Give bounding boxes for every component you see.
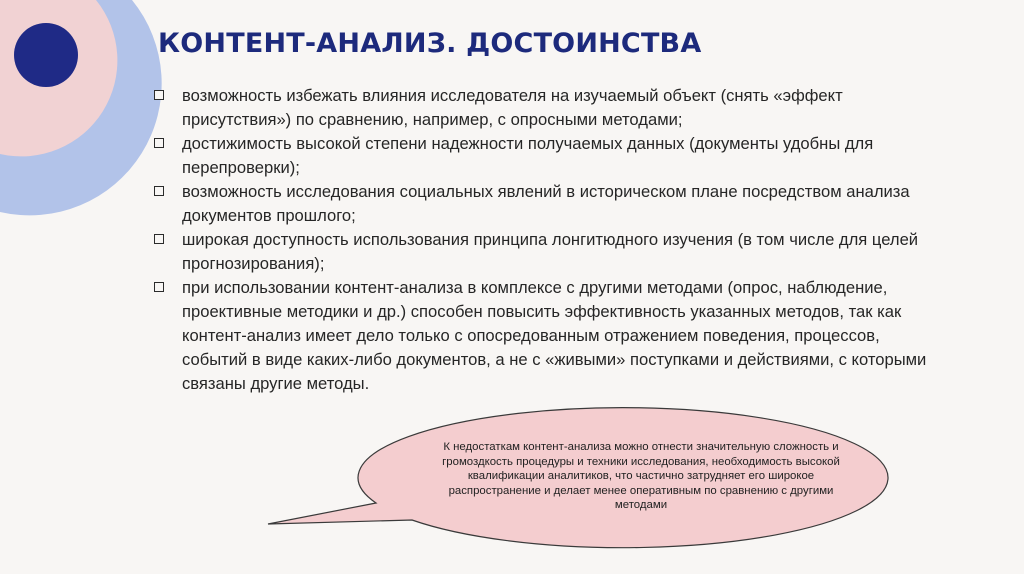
drawbacks-note: К недостаткам контент-анализа можно отнести значительную сложность и громоздкость процедуры и техники исследования, необходимость высокой квалификации аналитиков, что частично затрудняет его широкое распространение и делает менее оперативным по сравнению с другими методами: [442, 441, 840, 512]
list-item-text: возможность избежать влияния исследователя на изучаемый объект (снять «эффект присутствия») по сравнению, например, с опросными методами;: [182, 86, 843, 129]
list-item-text: достижимость высокой степени надежности получаемых данных (документы удобны для перепроверки);: [182, 134, 874, 177]
list-item-text: возможность исследования социальных явлений в историческом плане посредством анализа документов прошлого;: [182, 182, 910, 225]
page-title: КОНТЕНТ-АНАЛИЗ. ДОСТОИНСТВА: [158, 28, 702, 59]
list-item-text: при использовании контент-анализа в комплексе с другими методами (опрос, наблюдение, проективные методики и др.) способен повысить эффективность указанных методов, так как контент-анализ имеет дело только с опосредованным отражением поведения, процессов, событий в виде каких-либо документов, а не с «живыми» поступками и действиями, с которыми связаны другие методы.: [182, 278, 927, 393]
list-item-text: широкая доступность использования принципа лонгитюдного изучения (в том числе для целей прогнозирования);: [182, 230, 919, 273]
